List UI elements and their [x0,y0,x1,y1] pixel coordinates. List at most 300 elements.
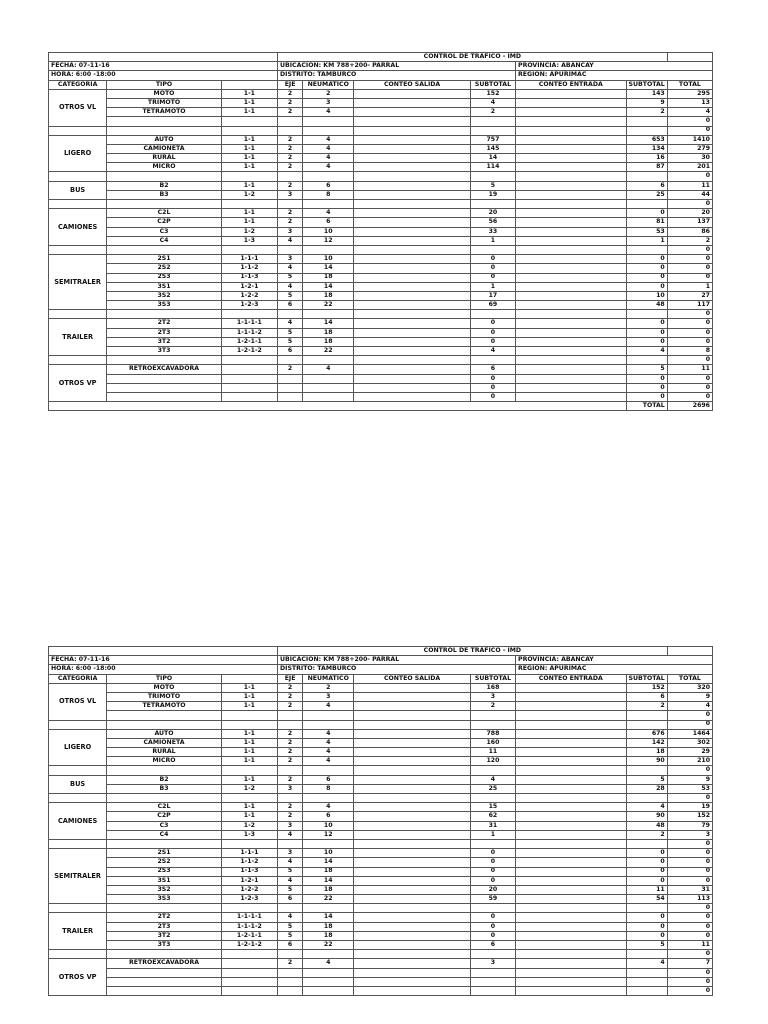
eje-cell: 3 [278,784,303,793]
total-cell: 0 [667,337,712,346]
conteo-salida-cell [354,748,471,757]
subtotal-entrada-cell: 0 [626,383,667,392]
conteo-salida-cell [354,812,471,821]
config-cell: 1-2-1 [221,876,277,885]
conteo-salida-cell [354,941,471,950]
neumatico-cell [303,950,354,959]
eje-cell: 5 [278,291,303,300]
conteo-salida-cell [354,108,471,117]
column-header: SUBTOTAL [626,80,667,89]
neumatico-cell: 14 [303,876,354,885]
subtotal-entrada-cell: 2 [626,830,667,839]
conteo-salida-cell [354,867,471,876]
table-row [49,941,713,950]
tipo-cell [107,977,222,986]
subtotal-salida-cell: 2 [470,108,515,117]
table-row [49,273,713,282]
subtotal-entrada-cell: 142 [626,738,667,747]
config-cell [221,839,277,848]
conteo-salida-cell [354,968,471,977]
subtotal-salida-cell: 25 [470,784,515,793]
tipo-cell [107,356,222,365]
subtotal-entrada-cell: 0 [626,264,667,273]
category-cell [49,766,107,775]
total-cell: 302 [667,738,712,747]
conteo-salida-cell [354,959,471,968]
conteo-entrada-cell [516,301,626,310]
conteo-salida-cell [354,977,471,986]
eje-cell: 4 [278,858,303,867]
eje-cell: 2 [278,135,303,144]
subtotal-salida-cell: 14 [470,154,515,163]
subtotal-entrada-cell: 10 [626,291,667,300]
tipo-cell: MOTO [107,89,222,98]
tipo-cell: C2P [107,218,222,227]
category-cell: LIGERO [49,135,107,172]
tipo-cell: AUTO [107,135,222,144]
tipo-cell: C4 [107,830,222,839]
table-row [49,181,713,190]
total-cell: 0 [667,922,712,931]
provincia-label: PROVINCIA: ABANCAY [516,62,713,71]
conteo-salida-cell [354,922,471,931]
subtotal-salida-cell: 62 [470,812,515,821]
total-cell: 0 [667,117,712,126]
conteo-entrada-cell [516,337,626,346]
config-cell: 1-2 [221,190,277,199]
neumatico-cell: 8 [303,784,354,793]
subtotal-salida-cell: 31 [470,821,515,830]
tipo-cell: MOTO [107,683,222,692]
table-row [49,374,713,383]
conteo-salida-cell [354,163,471,172]
total-cell: 0 [667,931,712,940]
total-cell: 0 [667,310,712,319]
traffic-sheet-2 [48,646,713,996]
neumatico-cell: 12 [303,236,354,245]
subtotal-entrada-cell: 0 [626,282,667,291]
config-cell: 1-1 [221,163,277,172]
subtotal-salida-cell [470,839,515,848]
conteo-salida-cell [354,154,471,163]
config-cell: 1-1 [221,683,277,692]
subtotal-salida-cell [470,904,515,913]
config-cell: 1-2-1-2 [221,941,277,950]
subtotal-entrada-cell [626,711,667,720]
table-row [49,711,713,720]
grand-total-value: 2696 [667,402,712,411]
tipo-cell: C3 [107,227,222,236]
conteo-salida-cell [354,392,471,401]
table-row [49,291,713,300]
config-cell: 1-1-3 [221,273,277,282]
config-cell: 1-1 [221,154,277,163]
conteo-entrada-cell [516,89,626,98]
conteo-salida-cell [354,245,471,254]
subtotal-salida-cell: 0 [470,849,515,858]
table-row [49,683,713,692]
config-cell: 1-1-1-2 [221,922,277,931]
neumatico-cell: 6 [303,218,354,227]
tipo-cell: 3S3 [107,301,222,310]
subtotal-entrada-cell: 81 [626,218,667,227]
eje-cell: 2 [278,683,303,692]
total-cell: 320 [667,683,712,692]
traffic-count-table [48,52,713,411]
tipo-cell: 2S1 [107,849,222,858]
subtotal-salida-cell: 0 [470,337,515,346]
tipo-cell [107,968,222,977]
tipo-cell: CAMIONETA [107,144,222,153]
table-row [49,365,713,374]
neumatico-cell: 10 [303,849,354,858]
neumatico-cell [303,126,354,135]
conteo-entrada-cell [516,126,626,135]
conteo-entrada-cell [516,310,626,319]
config-cell: 1-1-1-1 [221,319,277,328]
eje-cell: 5 [278,273,303,282]
table-row [49,163,713,172]
subtotal-salida-cell [470,950,515,959]
subtotal-entrada-cell: 0 [626,319,667,328]
neumatico-cell: 10 [303,821,354,830]
tipo-cell: AUTO [107,729,222,738]
tipo-cell [107,904,222,913]
conteo-salida-cell [354,264,471,273]
conteo-entrada-cell [516,968,626,977]
ubicacion-label: UBICACION: KM 788+200- PARRAL [278,656,516,665]
conteo-entrada-cell [516,986,626,995]
column-header: CONTEO SALIDA [354,80,471,89]
conteo-entrada-cell [516,181,626,190]
conteo-entrada-cell [516,858,626,867]
total-cell: 0 [667,374,712,383]
neumatico-cell [303,245,354,254]
eje-cell: 4 [278,282,303,291]
conteo-entrada-cell [516,711,626,720]
conteo-salida-cell [354,374,471,383]
conteo-entrada-cell [516,729,626,738]
conteo-salida-cell [354,135,471,144]
tipo-cell: 3T2 [107,931,222,940]
subtotal-salida-cell: 15 [470,803,515,812]
column-header: NEUMÁTICO [303,80,354,89]
config-cell: 1-2-1-1 [221,931,277,940]
subtotal-entrada-cell: 0 [626,328,667,337]
distrito-label: DISTRITO: TAMBURCO [278,71,516,80]
table-row [49,702,713,711]
subtotal-entrada-cell: 28 [626,784,667,793]
conteo-entrada-cell [516,135,626,144]
column-header-row [49,80,713,89]
eje-cell [278,126,303,135]
tipo-cell: 3S1 [107,876,222,885]
eje-cell [278,374,303,383]
subtotal-entrada-cell: 134 [626,144,667,153]
config-cell: 1-1-2 [221,858,277,867]
total-cell: 0 [667,126,712,135]
subtotal-entrada-cell: 4 [626,959,667,968]
eje-cell: 2 [278,181,303,190]
config-cell: 1-1-1-1 [221,913,277,922]
total-cell: 0 [667,913,712,922]
subtotal-entrada-cell [626,117,667,126]
subtotal-salida-cell [470,172,515,181]
conteo-salida-cell [354,181,471,190]
conteo-salida-cell [354,803,471,812]
table-row [49,264,713,273]
eje-cell: 5 [278,885,303,894]
total-cell: 11 [667,941,712,950]
conteo-entrada-cell [516,98,626,107]
tipo-cell: RETROEXCAVADORA [107,365,222,374]
conteo-entrada-cell [516,959,626,968]
category-cell [49,720,107,729]
config-cell [221,374,277,383]
eje-cell: 3 [278,227,303,236]
table-row [49,738,713,747]
header-row [49,62,713,71]
subtotal-entrada-cell [626,977,667,986]
column-header: CONTEO ENTRADA [516,80,626,89]
table-row [49,347,713,356]
conteo-entrada-cell [516,885,626,894]
tipo-cell [107,172,222,181]
table-row [49,319,713,328]
subtotal-entrada-cell: 18 [626,748,667,757]
column-header: TIPO [107,674,222,683]
neumatico-cell: 4 [303,163,354,172]
config-cell: 1-1 [221,803,277,812]
conteo-entrada-cell [516,209,626,218]
total-cell: 0 [667,255,712,264]
conteo-salida-cell [354,98,471,107]
config-cell [221,245,277,254]
subtotal-entrada-cell [626,950,667,959]
neumatico-cell [303,117,354,126]
total-cell: 27 [667,291,712,300]
table-row [49,135,713,144]
table-row [49,310,713,319]
grand-total-row [49,402,713,411]
config-cell: 1-1-3 [221,867,277,876]
subtotal-salida-cell: 114 [470,163,515,172]
tipo-cell [107,392,222,401]
total-cell: 0 [667,794,712,803]
blank-cell [667,647,712,656]
config-cell [221,392,277,401]
total-cell: 0 [667,876,712,885]
conteo-salida-cell [354,821,471,830]
tipo-cell: RURAL [107,748,222,757]
subtotal-salida-cell [470,310,515,319]
eje-cell: 3 [278,849,303,858]
total-cell: 152 [667,812,712,821]
table-row [49,913,713,922]
column-header: SUBTOTAL [626,674,667,683]
category-cell [49,172,107,181]
config-cell: 1-1 [221,702,277,711]
table-row [49,200,713,209]
neumatico-cell: 4 [303,729,354,738]
conteo-entrada-cell [516,245,626,254]
neumatico-cell [303,374,354,383]
conteo-salida-cell [354,356,471,365]
conteo-salida-cell [354,255,471,264]
neumatico-cell: 14 [303,282,354,291]
conteo-salida-cell [354,766,471,775]
column-header: SUBTOTAL [470,80,515,89]
tipo-cell: 3T2 [107,337,222,346]
eje-cell: 2 [278,775,303,784]
table-row [49,968,713,977]
config-cell: 1-1 [221,181,277,190]
tipo-cell: C4 [107,236,222,245]
neumatico-cell: 18 [303,337,354,346]
tipo-cell: TETRAMOTO [107,702,222,711]
tipo-cell: 2T2 [107,913,222,922]
category-cell [49,839,107,848]
table-row [49,775,713,784]
conteo-salida-cell [354,209,471,218]
neumatico-cell: 22 [303,941,354,950]
config-cell: 1-1 [221,748,277,757]
eje-cell: 5 [278,337,303,346]
eje-cell [278,766,303,775]
neumatico-cell: 18 [303,885,354,894]
conteo-entrada-cell [516,702,626,711]
tipo-cell: 2S3 [107,867,222,876]
neumatico-cell: 22 [303,301,354,310]
table-row [49,794,713,803]
tipo-cell [107,383,222,392]
subtotal-entrada-cell: 11 [626,885,667,894]
title-row [49,647,713,656]
subtotal-salida-cell: 0 [470,858,515,867]
neumatico-cell: 14 [303,913,354,922]
tipo-cell: C3 [107,821,222,830]
eje-cell: 5 [278,931,303,940]
eje-cell: 5 [278,867,303,876]
subtotal-entrada-cell: 6 [626,692,667,701]
neumatico-cell: 18 [303,328,354,337]
total-cell: 0 [667,839,712,848]
conteo-entrada-cell [516,319,626,328]
tipo-cell: B3 [107,784,222,793]
subtotal-salida-cell [470,245,515,254]
tipo-cell: 3T3 [107,347,222,356]
neumatico-cell [303,839,354,848]
conteo-salida-cell [354,711,471,720]
region-label: REGIÓN: APURIMAC [516,665,713,674]
column-header: CATEGORÍA [49,80,107,89]
total-cell: 2 [667,236,712,245]
tipo-cell: B2 [107,775,222,784]
subtotal-salida-cell: 3 [470,959,515,968]
total-cell: 53 [667,784,712,793]
tipo-cell [107,839,222,848]
subtotal-salida-cell: 0 [470,319,515,328]
total-cell: 0 [667,273,712,282]
category-cell: TRAILER [49,319,107,356]
neumatico-cell: 4 [303,702,354,711]
total-cell: 44 [667,190,712,199]
subtotal-salida-cell: 69 [470,301,515,310]
subtotal-salida-cell [470,968,515,977]
fecha-label: FECHA: 07-11-16 [49,62,278,71]
header-row [49,665,713,674]
subtotal-salida-cell: 3 [470,692,515,701]
traffic-count-table [48,646,713,996]
eje-cell: 3 [278,190,303,199]
eje-cell [278,383,303,392]
subtotal-entrada-cell: 25 [626,190,667,199]
config-cell [221,959,277,968]
table-row [49,830,713,839]
eje-cell: 2 [278,738,303,747]
conteo-entrada-cell [516,977,626,986]
eje-cell [278,794,303,803]
eje-cell [278,356,303,365]
conteo-salida-cell [354,273,471,282]
column-header: CONTEO SALIDA [354,674,471,683]
neumatico-cell: 6 [303,181,354,190]
eje-cell: 2 [278,154,303,163]
subtotal-salida-cell: 160 [470,738,515,747]
subtotal-entrada-cell [626,839,667,848]
total-cell: 19 [667,803,712,812]
category-cell [49,950,107,959]
hora-label: HORA: 6:00 -18:00 [49,665,278,674]
eje-cell: 2 [278,108,303,117]
total-cell: 4 [667,702,712,711]
neumatico-cell: 10 [303,227,354,236]
conteo-salida-cell [354,319,471,328]
subtotal-entrada-cell: 152 [626,683,667,692]
eje-cell: 4 [278,830,303,839]
table-row [49,218,713,227]
total-cell: 30 [667,154,712,163]
total-cell: 0 [667,986,712,995]
total-cell: 9 [667,775,712,784]
eje-cell: 2 [278,144,303,153]
conteo-entrada-cell [516,950,626,959]
eje-cell [278,200,303,209]
tipo-cell: B2 [107,181,222,190]
config-cell [221,904,277,913]
ubicacion-label: UBICACION: KM 788+200- PARRAL [278,62,516,71]
subtotal-entrada-cell: 0 [626,931,667,940]
conteo-salida-cell [354,117,471,126]
config-cell: 1-1 [221,108,277,117]
neumatico-cell: 22 [303,895,354,904]
eje-cell: 3 [278,821,303,830]
conteo-entrada-cell [516,904,626,913]
total-cell: 0 [667,172,712,181]
conteo-salida-cell [354,683,471,692]
subtotal-salida-cell: 4 [470,98,515,107]
tipo-cell: 2S1 [107,255,222,264]
conteo-entrada-cell [516,821,626,830]
blank-cell [221,674,277,683]
subtotal-entrada-cell [626,356,667,365]
total-cell: 0 [667,904,712,913]
subtotal-salida-cell: 0 [470,328,515,337]
config-cell: 1-1-1 [221,255,277,264]
table-row [49,227,713,236]
neumatico-cell [303,986,354,995]
config-cell: 1-2-1-1 [221,337,277,346]
